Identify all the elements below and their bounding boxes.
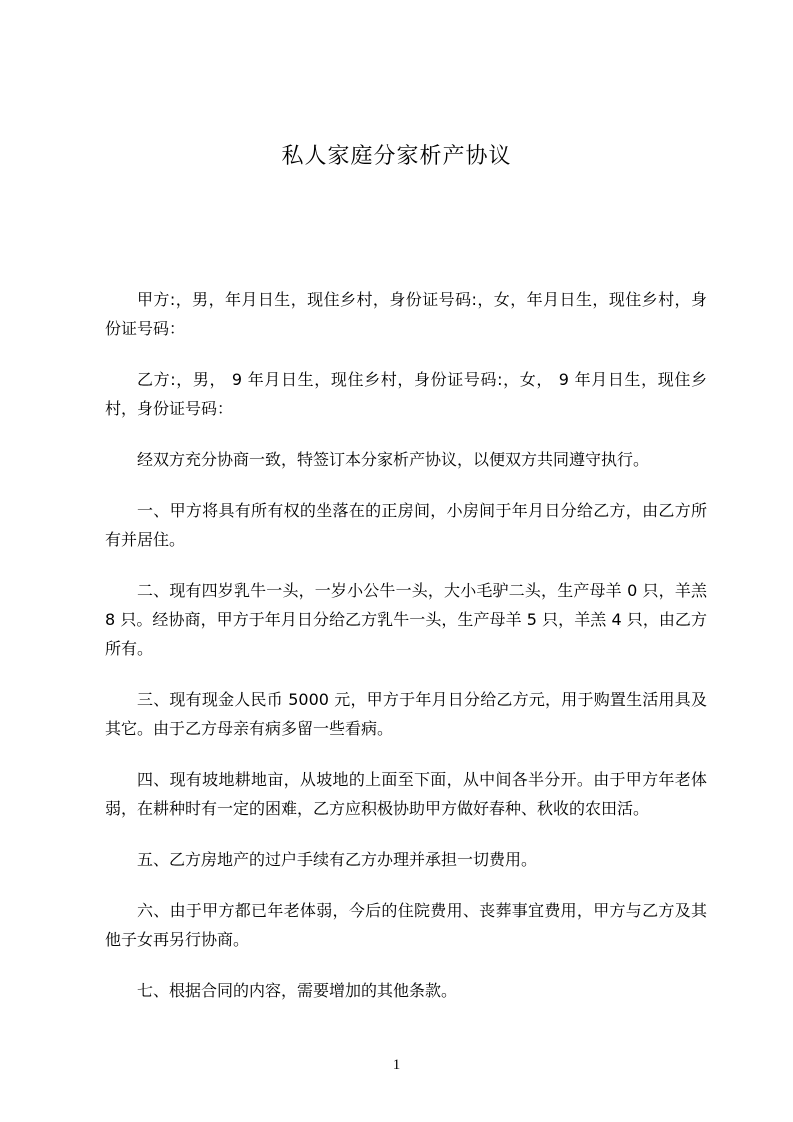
document-title: 私人家庭分家析产协议 — [281, 144, 512, 169]
page-number: 1 — [392, 1057, 401, 1073]
document-body — [105, 285, 707, 1027]
paragraph-clause-5: 五、乙方房地产的过户手续有乙方办理并承担一切费用。 — [137, 850, 538, 869]
paragraph-preamble: 经双方充分协商一致，特签订本分家析产协议，以便双方共同遵守执行。 — [137, 450, 650, 469]
paragraph-clause-6: 六、由于甲方都已年老体弱，今后的住院费用、丧葬事宜费用，甲方与乙方及其他子女再另行协商。 — [105, 901, 707, 949]
paragraph-party-b: 乙方:，男， 9 年月日生，现住乡村，身份证号码:，女， 9 年月日生，现住乡村，身份证号码： — [105, 370, 707, 418]
paragraph-clause-7: 七、根据合同的内容，需要增加的其他条款。 — [137, 981, 458, 1000]
paragraph-clause-4: 四、现有坡地耕地亩，从坡地的上面至下面，从中间各半分开。由于甲方年老体弱，在耕种时有一定的困难，乙方应积极协助甲方做好春种、秋收的农田活。 — [105, 770, 707, 818]
paragraph-party-a: 甲方:，男，年月日生，现住乡村，身份证号码:，女，年月日生，现住乡村，身份证号码： — [105, 290, 707, 338]
paragraph-clause-3: 三、现有现金人民币 5000 元，甲方于年月日分给乙方元，用于购置生活用具及其它。由于乙方母亲有病多留一些看病。 — [105, 690, 707, 738]
paragraph-clause-2: 二、现有四岁乳牛一头，一岁小公牛一头，大小毛驴二头，生产母羊 0 只，羊羔 8 只。经协商，甲方于年月日分给乙方乳牛一头，生产母羊 5 只，羊羔 4 只，由乙方所有。 — [105, 581, 707, 658]
paragraph-clause-1: 一、甲方将具有所有权的坐落在的正房间，小房间于年月日分给乙方，由乙方所有并居住。 — [105, 501, 707, 549]
